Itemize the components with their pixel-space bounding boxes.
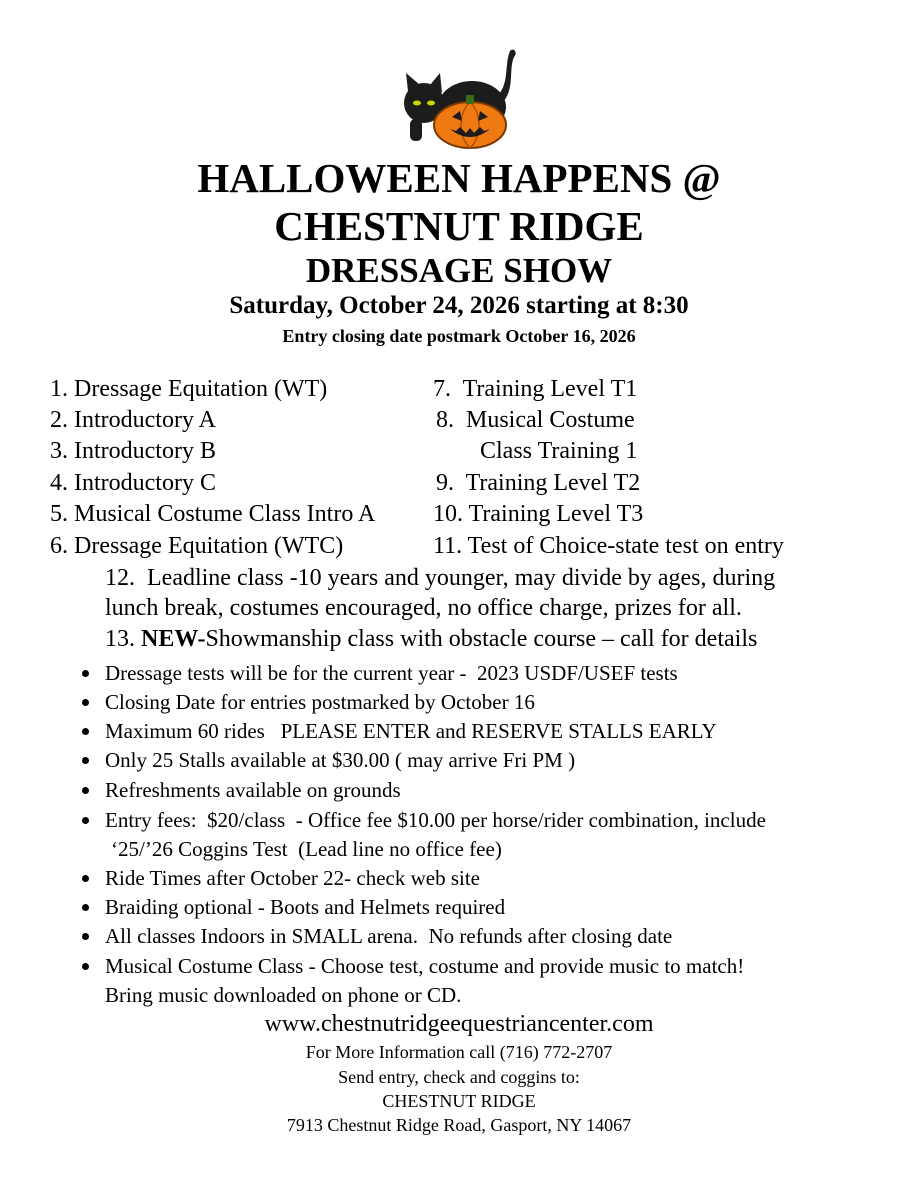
info-bullet-continuation: ‘25/’26 Coggins Test (Lead line no office fee): [111, 837, 502, 861]
class-item-12: 12. Leadline class -10 years and younger, may divide by ages, during: [105, 565, 776, 591]
info-bullet: Maximum 60 rides PLEASE ENTER and RESERVE STALLS EARLY: [105, 719, 717, 743]
bullet-dot: [82, 670, 89, 677]
title-line-3: DRESSAGE SHOW: [305, 251, 613, 290]
cat-leg: [410, 119, 422, 141]
class-item-13: [105, 624, 757, 654]
class-item: 2. Introductory A: [50, 407, 216, 433]
class-item: 4. Introductory C: [50, 470, 216, 496]
info-bullet: Musical Costume Class - Choose test, costume and provide music to match!: [105, 954, 745, 978]
bullet-dot: [82, 904, 89, 911]
class-item: 6. Dressage Equitation (WTC): [50, 533, 344, 559]
class-item: 5. Musical Costume Class Intro A: [50, 501, 376, 527]
entry-closing-date: Entry closing date postmark October 16, 2026: [282, 326, 636, 346]
mailing-name: CHESTNUT RIDGE: [382, 1091, 536, 1111]
class-item: 7. Training Level T1: [433, 376, 638, 402]
info-bullet: Refreshments available on grounds: [105, 778, 401, 802]
class-item-12-continuation: lunch break, costumes encouraged, no office charge, prizes for all.: [105, 595, 742, 621]
bullet-dot: [82, 728, 89, 735]
class-item: 1. Dressage Equitation (WT): [50, 376, 328, 402]
info-bullet: Only 25 Stalls available at $30.00 ( may arrive Fri PM ): [105, 748, 576, 772]
info-bullet: Dressage tests will be for the current year - 2023 USDF/USEF tests: [105, 661, 678, 685]
class-item-13-text: Showmanship class with obstacle course – call for details: [205, 626, 758, 652]
info-bullet-continuation: Bring music downloaded on phone or CD.: [105, 983, 462, 1007]
info-bullet: Ride Times after October 22- check web site: [105, 866, 480, 890]
title-line-1: HALLOWEEN HAPPENS @: [197, 155, 721, 201]
info-bullet: Braiding optional - Boots and Helmets required: [105, 895, 506, 919]
class-item: 11. Test of Choice-state test on entry: [433, 533, 784, 559]
class-item: 9. Training Level T2: [436, 470, 641, 496]
info-bullet: Closing Date for entries postmarked by October 16: [105, 690, 535, 714]
title-line-2: CHESTNUT RIDGE: [274, 203, 644, 249]
class-item: 3. Introductory B: [50, 438, 216, 464]
mailing-address: 7913 Chestnut Ridge Road, Gasport, NY 14067: [286, 1115, 632, 1135]
bullet-dot: [82, 699, 89, 706]
phone-info: For More Information call (716) 772-2707: [305, 1042, 613, 1062]
class-item: 8. Musical Costume: [436, 407, 635, 433]
class-item-13-number: 13.: [105, 626, 141, 652]
info-bullet: Entry fees: $20/class - Office fee $10.00 per horse/rider combination, include: [105, 808, 766, 832]
show-date: Saturday, October 24, 2026 starting at 8:30: [229, 292, 689, 319]
new-label: NEW-: [141, 626, 206, 652]
bullet-dot: [82, 817, 89, 824]
pumpkin-stem: [466, 95, 474, 104]
bullet-dot: [82, 933, 89, 940]
info-bullet: All classes Indoors in SMALL arena. No refunds after closing date: [105, 924, 673, 948]
class-item-continuation: Class Training 1: [480, 438, 638, 464]
website-link[interactable]: www.chestnutridgeequestriancenter.com: [264, 1011, 654, 1037]
pumpkin: [434, 102, 506, 148]
black-cat-on-pumpkin-icon: [400, 45, 518, 150]
cat-eye-left: [413, 101, 421, 106]
bullet-dot: [82, 875, 89, 882]
bullet-dot: [82, 787, 89, 794]
send-entry-info: Send entry, check and coggins to:: [338, 1067, 580, 1087]
bullet-dot: [82, 757, 89, 764]
cat-eye-right: [427, 101, 435, 106]
class-item: 10. Training Level T3: [433, 501, 644, 527]
bullet-dot: [82, 963, 89, 970]
